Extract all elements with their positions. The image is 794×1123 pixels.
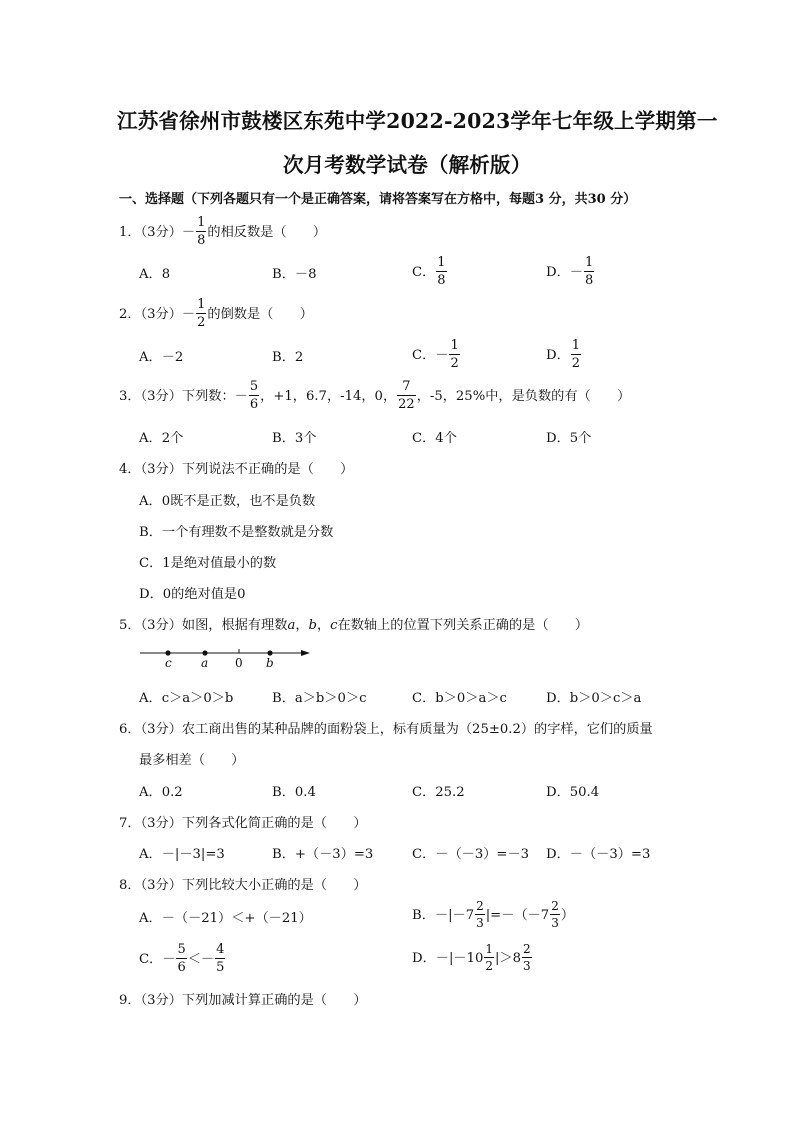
- q8-option-c: [139, 944, 226, 975]
- q2-option-c-num: 1: [450, 338, 459, 353]
- q1-option-c-label: C．: [412, 265, 436, 280]
- question-4: 4．（3分）下列说法不正确的是（ ）: [119, 462, 354, 477]
- q8-b-num-2: 2: [551, 899, 559, 913]
- q8-option-c-mid: ＜－: [187, 952, 215, 967]
- question-8: 8．（3分）下列比较大小正确的是（ ）: [119, 878, 367, 893]
- q2-option-a: A．－2: [139, 350, 184, 365]
- q3-frac1-den: 6: [249, 397, 259, 412]
- page-title-line2: 次月考数学试卷（解析版）: [283, 153, 532, 177]
- q2-option-d-den: 2: [571, 356, 581, 371]
- q8-option-b-mid: |=－（－7: [485, 908, 550, 923]
- q4-option-c: C．1是绝对值最小的数: [139, 556, 277, 571]
- q1-frac-den: 8: [197, 233, 206, 248]
- q2-option-c-den: 2: [450, 356, 459, 371]
- q3-fraction-1: [249, 380, 259, 411]
- q6-option-c: C．25.2: [412, 785, 465, 800]
- q3-prefix: 3．（3分）下列数：－: [119, 389, 248, 404]
- q8-d-num-2: 2: [523, 942, 531, 956]
- q2-option-d: [546, 340, 582, 371]
- q2-option-c-fraction: [449, 339, 459, 370]
- q8-d-num-1: 1: [485, 942, 493, 956]
- question-1: [119, 217, 326, 248]
- q8-option-d-mid: |＞8: [495, 951, 522, 966]
- q2-frac-num: 1: [197, 297, 206, 312]
- q8-b-den-2: 3: [551, 916, 559, 930]
- q7-option-a: A．－|－3|=3: [139, 847, 225, 862]
- q8-b-den-1: 3: [476, 916, 484, 930]
- q8-option-c-fraction-2: [215, 943, 225, 974]
- q4-option-a: A．0既不是正数，也不是负数: [139, 494, 316, 509]
- q1-suffix: 的相反数是（ ）: [207, 225, 327, 240]
- q8-option-b-fraction-1: [475, 900, 485, 929]
- q8-option-b-pre: B．－|－7: [412, 908, 475, 923]
- q5-var-b: b: [308, 618, 317, 633]
- q5-option-c: C．b＞0＞a＞c: [412, 691, 507, 706]
- number-line-label-c: c: [165, 656, 172, 670]
- q5-sep-1: ，: [295, 618, 309, 633]
- q8-option-d: [412, 944, 533, 973]
- q8-option-c-pre: C．－: [139, 952, 176, 967]
- q6-option-d: D．50.4: [546, 785, 600, 800]
- question-7: 7．（3分）下列各式化简正确的是（ ）: [119, 816, 367, 831]
- point-c: [165, 650, 170, 655]
- q2-fraction: [196, 298, 206, 329]
- q2-option-d-label: D．: [546, 348, 570, 363]
- q3-option-a: A．2个: [139, 431, 184, 446]
- q1-option-c-num: 1: [437, 255, 446, 270]
- q3-frac2-den: 22: [398, 397, 415, 412]
- number-line-label-a: a: [201, 656, 209, 670]
- q1-option-d-num: 1: [584, 255, 594, 270]
- q5-var-c: c: [330, 618, 338, 633]
- q2-option-d-fraction: [571, 339, 581, 370]
- section-heading: 一、选择题（下列各题只有一个是正确答案，请将答案写在方格中，每题3 分，共30 分）: [119, 192, 637, 207]
- q2-option-c-label: C．－: [412, 348, 449, 363]
- q1-option-d-fraction: [584, 256, 594, 287]
- q8-c-den-2: 5: [216, 960, 225, 975]
- q5-var-a: a: [287, 618, 296, 633]
- q7-option-b: B．+（－3）=3: [272, 847, 374, 862]
- q5-suffix: 在数轴上的位置下列关系正确的是（ ）: [337, 618, 589, 633]
- q8-option-d-fraction-1: [484, 943, 494, 972]
- q3-middle: ，+1，6.7，-14，0，: [260, 389, 397, 404]
- number-line-label-0: 0: [235, 656, 243, 670]
- q8-option-b-end: ）: [560, 908, 575, 923]
- q8-c-den-1: 6: [177, 960, 186, 975]
- question-6-line2: 最多相差（ ）: [139, 753, 245, 768]
- q1-option-c-fraction: [436, 256, 446, 287]
- q1-option-d-den: 8: [584, 273, 594, 288]
- q1-frac-num: 1: [197, 215, 206, 230]
- question-3: [119, 381, 630, 412]
- q1-fraction: [196, 216, 206, 247]
- q2-suffix: 的倒数是（ ）: [207, 307, 313, 322]
- q5-prefix: 5．（3分）如图，根据有理数: [119, 618, 288, 633]
- q3-frac2-num: 7: [402, 379, 411, 394]
- point-a: [202, 650, 207, 655]
- question-9: 9．（3分）下列加减计算正确的是（ ）: [119, 993, 367, 1008]
- q3-suffix: ，-5，25%中，是负数的有（ ）: [416, 389, 631, 404]
- q8-option-d-fraction-2: [522, 943, 532, 972]
- q1-option-c-den: 8: [437, 273, 446, 288]
- q8-c-num-1: 5: [177, 942, 186, 957]
- q5-option-b: B．a＞b＞0＞c: [272, 691, 367, 706]
- q8-option-d-pre: D．－|－10: [412, 951, 484, 966]
- q3-option-c: C．4个: [412, 431, 457, 446]
- q1-option-d: [546, 257, 595, 288]
- q1-option-b: B．－8: [272, 267, 317, 282]
- q2-option-b: B．2: [272, 350, 304, 365]
- q8-option-b: [412, 901, 574, 930]
- q3-option-b: B．3个: [272, 431, 317, 446]
- q1-prefix: 1．（3分）－: [119, 225, 196, 240]
- q3-option-d: D．5个: [546, 431, 592, 446]
- q8-b-num-1: 2: [476, 899, 484, 913]
- q2-option-d-num: 1: [571, 338, 581, 353]
- point-b: [267, 650, 272, 655]
- q2-frac-den: 2: [197, 315, 206, 330]
- question-5: [119, 614, 588, 633]
- number-line-label-b: b: [266, 656, 274, 670]
- q6-option-a: A．0.2: [139, 785, 183, 800]
- q5-sep-2: ，: [316, 618, 331, 633]
- q8-d-den-2: 3: [523, 959, 531, 973]
- q2-prefix: 2．（3分）－: [119, 307, 196, 322]
- q3-fraction-2: [397, 380, 416, 411]
- q5-option-d: D．b＞0＞c＞a: [546, 691, 642, 706]
- q1-option-c: [412, 257, 448, 288]
- q8-c-num-2: 4: [216, 942, 225, 957]
- q5-option-a: A．c＞a＞0＞b: [139, 691, 234, 706]
- q2-option-c: [412, 340, 461, 371]
- q8-option-b-fraction-2: [550, 900, 560, 929]
- q7-option-d: D．－（－3）=3: [546, 847, 651, 862]
- q8-d-den-1: 2: [485, 959, 493, 973]
- question-2: [119, 299, 313, 330]
- question-6-line1: 6．（3分）农工商出售的某种品牌的面粉袋上，标有质量为（25±0.2）的字样，它们的质量: [119, 722, 653, 737]
- q7-option-c: C．－（－3）=－3: [412, 847, 530, 862]
- q4-option-d: D．0的绝对值是0: [139, 587, 246, 602]
- page-title-line1: 江苏省徐州市鼓楼区东苑中学2022-2023学年七年级上学期第一: [117, 109, 718, 133]
- q4-option-b: B．一个有理数不是整数就是分数: [139, 525, 334, 540]
- q8-option-a: A．－（－21）＜+（－21）: [139, 911, 312, 926]
- q1-option-a: A．8: [139, 267, 171, 282]
- q6-option-b: B．0.4: [272, 785, 316, 800]
- number-line-arrow-icon: [301, 650, 310, 656]
- q8-option-c-fraction-1: [176, 943, 186, 974]
- q1-option-d-label: D．－: [546, 265, 583, 280]
- q3-frac1-num: 5: [249, 379, 259, 394]
